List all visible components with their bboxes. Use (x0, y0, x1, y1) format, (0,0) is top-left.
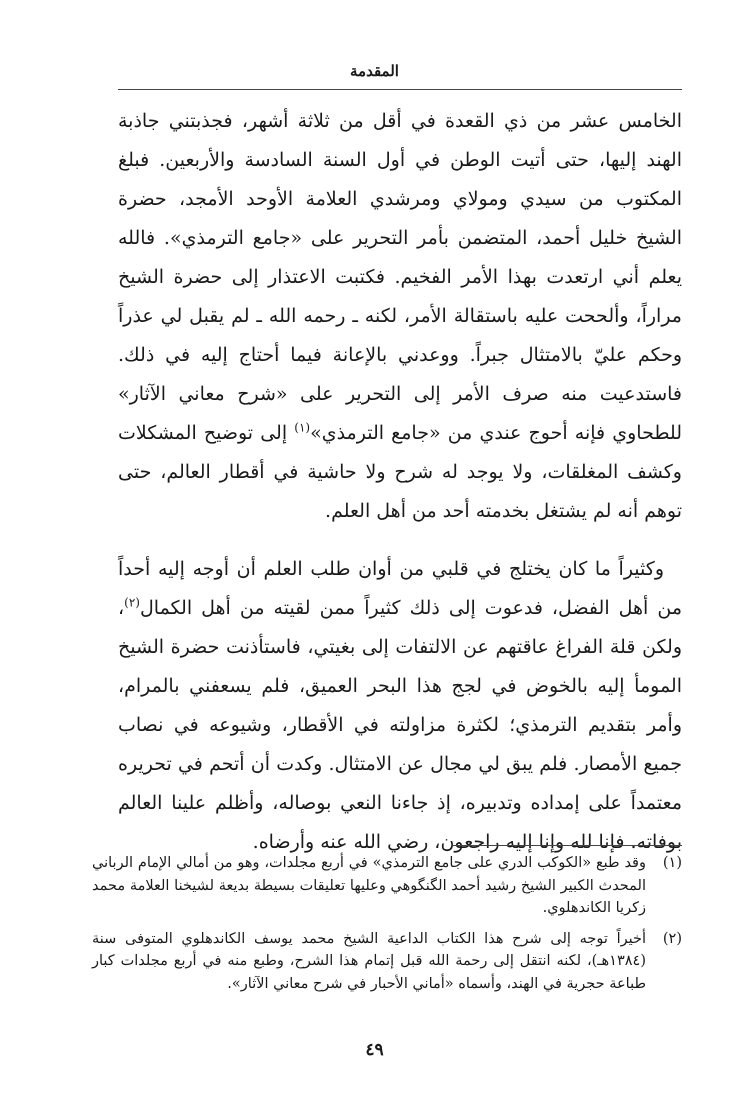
footnote-marker: (١) (294, 420, 311, 435)
footnote (92, 852, 682, 920)
footnotes (92, 852, 682, 1003)
paragraph (118, 550, 682, 862)
paragraph (118, 102, 682, 531)
footnote-text: وقد طبع «الكوكب الدري على جامع الترمذي» في أربع مجلدات، وهو من أمالي الإمام الرباني المحدث الكبير الشيخ رشيد أحمد الگنگوهي وعليها تعليقات بسيطة بديعة لشيخنا العلامة محمد زكريا الكاندهلوي. (92, 855, 646, 916)
footnote-marker: (٢) (124, 595, 140, 610)
footnote-text: أخيراً توجه إلى شرح هذا الكتاب الداعية الشيخ محمد يوسف الكاندهلوي المتوفى سنة (١٣٨٤هـ)، لكنه انتقل إلى رحمة الله قبل إتمام هذا الشرح، وطبع منه في أربع مجلدات كبار طباعة حجرية في الهند، وأسماه «أماني الأحبار في شرح معاني الآثار». (92, 930, 646, 992)
footnote-number: (٢) (662, 930, 682, 947)
page-number: ٤٩ (365, 1040, 384, 1060)
footnote-divider (452, 845, 682, 846)
header-divider (118, 89, 682, 90)
paragraph-text: ، ولكن قلة الفراغ عاقتهم عن الالتفات إلى بغيتي، فاستأذنت حضرة الشيخ المومأ إليه بالخوض في لجج هذا البحر العميق، فلم يسعفني بالمرام، وأمر بتقديم الترمذي؛ لكثرة مزاولته في الأقطار، وشيوعه في نصاب جميع الأمصار. فلم يبق لي مجال عن الامتثال. وكدت أن أتحم في تحريره معتمداً على إمداده وتدبيره، إذ جاءنا النعي بوصاله، وأظلم علينا العالم بوفاته. فإنا لله وإنا إليه راجعون، رضي الله عنه وأرضاه. (118, 597, 682, 853)
paragraph-text: وكثيراً ما كان يختلج في قلبي من أوان طلب العلم أن أوجه إليه أحداً من أهل الفضل، فدعوت إلى ذلك كثيراً ممن لقيته من أهل الكمال (118, 558, 682, 619)
footnote-number: (١) (662, 855, 682, 871)
paragraph-text: الخامس عشر من ذي القعدة في أقل من ثلاثة أشهر، فجذبتني جاذبة الهند إليها، حتى أتيت الوطن في أول السنة السادسة والأربعين. فبلغ المكتوب من سيدي ومولاي ومرشدي العلامة الأوحد الأمجد، حضرة الشيخ خليل أحمد، المتضمن بأمر التحرير على «جامع الترمذي». فالله يعلم أني ارتعدت بهذا الأمر الفخيم. فكتبت الاعتذار إلى حضرة الشيخ مراراً، وألححت عليه باستقالة الأمر، لكنه ـ رحمه الله ـ لم يقبل لي عذراً وحكم عليّ بالامتثال جبراً. ووعدني بالإعانة فيما أحتاج إليه في ذلك. فاستدعيت منه صرف الأمر إلى التحرير على «شرح معاني الآثار» للطحاوي فإنه أحوج عندي من «جامع الترمذي» (118, 110, 682, 444)
footnote (92, 928, 682, 996)
paragraph-text: إلى توضيح المشكلات وكشف المغلقات، ولا يوجد له شرح ولا حاشية في أقطار العالم، حتى توهم أنه لم يشتغل بخدمته أحد من أهل العلم. (118, 422, 682, 522)
main-text (118, 102, 682, 862)
running-header: المقدمة (350, 62, 399, 80)
